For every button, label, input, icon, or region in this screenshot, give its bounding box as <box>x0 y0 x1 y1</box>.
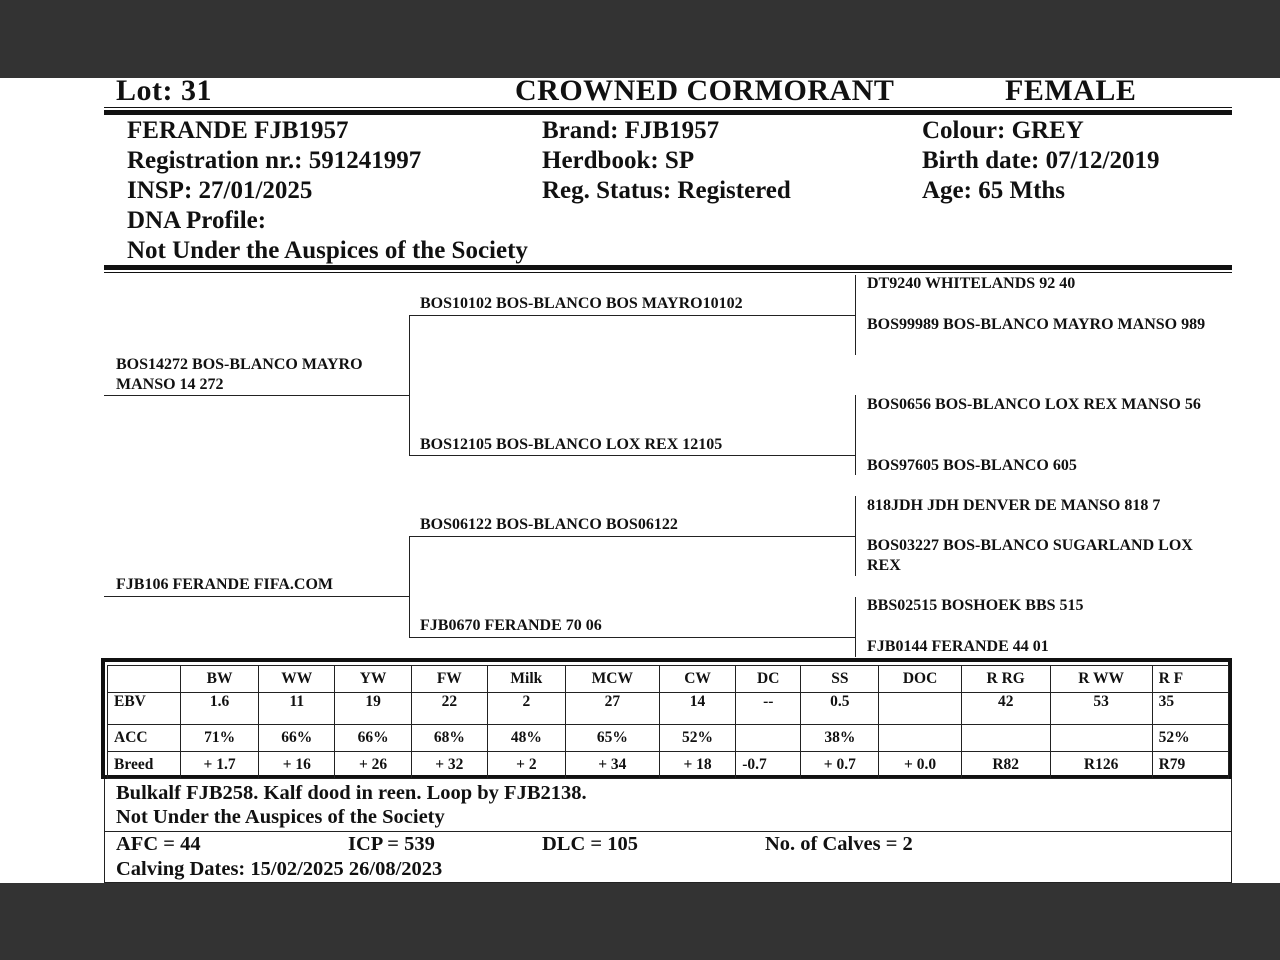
ebv-cell: 1.6 <box>181 693 259 725</box>
pedigree-sire: BOS14272 BOS-BLANCO MAYRO MANSO 14 272 <box>116 356 363 393</box>
ebv-row <box>108 752 1229 779</box>
ebv-cell: 52% <box>659 725 735 752</box>
ebv-cell: EBV <box>108 693 181 725</box>
ebv-cell: 14 <box>659 693 735 725</box>
ebv-header-cell: MCW <box>565 666 659 693</box>
title-rule-thin <box>104 107 1232 108</box>
dam-dam-line <box>409 637 855 638</box>
inspection-date: INSP: 27/01/2025 <box>127 177 313 204</box>
ebv-cell: R79 <box>1152 752 1228 779</box>
ebv-header-cell <box>108 666 181 693</box>
sire-line <box>104 395 409 396</box>
ebv-cell: 22 <box>411 693 487 725</box>
ebv-header-cell: CW <box>659 666 735 693</box>
ebv-cell: + 18 <box>659 752 735 779</box>
ebv-cell <box>1050 725 1152 752</box>
ebv-cell: 48% <box>487 725 565 752</box>
ebv-cell: Breed <box>108 752 181 779</box>
ebv-cell <box>879 725 961 752</box>
ebv-cell: 38% <box>801 725 879 752</box>
ebv-cell: 71% <box>181 725 259 752</box>
footer-divider <box>104 831 1232 832</box>
pedigree-dam-sire: BOS06122 BOS-BLANCO BOS06122 <box>420 516 678 533</box>
ebv-cell: + 1.7 <box>181 752 259 779</box>
ebv-cell: 0.5 <box>801 693 879 725</box>
brand: Brand: FJB1957 <box>542 117 720 144</box>
registration-status: Reg. Status: Registered <box>542 177 791 204</box>
ebv-table <box>107 665 1229 779</box>
ebv-row <box>108 693 1229 725</box>
title-rule-thick <box>104 110 1232 115</box>
ebv-cell: + 0.0 <box>879 752 961 779</box>
ebv-cell: R126 <box>1050 752 1152 779</box>
ebv-cell <box>961 725 1050 752</box>
ebv-cell: + 34 <box>565 752 659 779</box>
dam-dam-bracket <box>855 597 856 657</box>
auspices-note: Not Under the Auspices of the Society <box>127 237 528 264</box>
ebv-cell: 11 <box>259 693 335 725</box>
sire-dam-bracket <box>855 395 856 475</box>
ebv-cell: 2 <box>487 693 565 725</box>
ebv-cell: 66% <box>335 725 411 752</box>
pedigree-g3-4: BOS97605 BOS-BLANCO 605 <box>867 457 1077 474</box>
sire-sire-line <box>409 315 855 316</box>
pedigree-g3-7: BBS02515 BOSHOEK BBS 515 <box>867 597 1084 614</box>
registration-number: Registration nr.: 591241997 <box>127 147 422 174</box>
dam-line <box>104 596 409 597</box>
ebv-header-cell: SS <box>801 666 879 693</box>
ebv-cell: + 26 <box>335 752 411 779</box>
ebv-cell: 65% <box>565 725 659 752</box>
pedigree-g3-8: FJB0144 FERANDE 44 01 <box>867 638 1049 655</box>
pedigree-g3-6: BOS03227 BOS-BLANCO SUGARLAND LOX REX <box>867 537 1193 574</box>
comment-line-1: Bulkalf FJB258. Kalf dood in reen. Loop by FJB2138. <box>116 782 587 804</box>
ebv-cell: 27 <box>565 693 659 725</box>
birth-date: Birth date: 07/12/2019 <box>922 147 1160 174</box>
animal-name: FERANDE FJB1957 <box>127 117 349 144</box>
lot-number: Lot: 31 <box>116 78 212 107</box>
ebv-cell: + 2 <box>487 752 565 779</box>
animal-title: CROWNED CORMORANT <box>515 78 895 107</box>
ebv-cell: 42 <box>961 693 1050 725</box>
ebv-header-cell: BW <box>181 666 259 693</box>
ebv-header-cell: R F <box>1152 666 1228 693</box>
dam-sire-bracket <box>855 496 856 576</box>
ebv-cell: ACC <box>108 725 181 752</box>
pedigree-g3-1: DT9240 WHITELANDS 92 40 <box>867 275 1076 292</box>
pedigree-dam-dam: FJB0670 FERANDE 70 06 <box>420 617 602 634</box>
pedigree-sire-dam: BOS12105 BOS-BLANCO LOX REX 12105 <box>420 436 723 453</box>
icp-stat: ICP = 539 <box>348 833 435 855</box>
herdbook: Herdbook: SP <box>542 147 695 174</box>
details-rule-thin <box>104 272 1232 273</box>
pedigree-g3-3: BOS0656 BOS-BLANCO LOX REX MANSO 56 <box>867 396 1201 413</box>
pedigree-sire-sire: BOS10102 BOS-BLANCO BOS MAYRO10102 <box>420 295 743 312</box>
ebv-cell: 52% <box>1152 725 1228 752</box>
ebv-header-cell: R WW <box>1050 666 1152 693</box>
sex-label: FEMALE <box>1005 78 1137 107</box>
ebv-cell: 19 <box>335 693 411 725</box>
pedigree-g3-2: BOS99989 BOS-BLANCO MAYRO MANSO 989 <box>867 316 1206 333</box>
colour: Colour: GREY <box>922 117 1084 144</box>
ebv-header-cell: DC <box>736 666 801 693</box>
ebv-cell: 68% <box>411 725 487 752</box>
ebv-cell: 66% <box>259 725 335 752</box>
ebv-row <box>108 725 1229 752</box>
ebv-cell: 35 <box>1152 693 1228 725</box>
details-rule-thick <box>104 265 1232 270</box>
ebv-cell <box>879 693 961 725</box>
ebv-cell: + 0.7 <box>801 752 879 779</box>
ebv-header-cell: FW <box>411 666 487 693</box>
ebv-header-cell: DOC <box>879 666 961 693</box>
ebv-cell: + 32 <box>411 752 487 779</box>
calving-dates: Calving Dates: 15/02/2025 26/08/2023 <box>116 858 443 880</box>
pedigree-g3-5: 818JDH JDH DENVER DE MANSO 818 7 <box>867 497 1161 514</box>
catalogue-page <box>0 78 1280 883</box>
sire-sire-bracket <box>855 275 856 355</box>
pedigree-dam: FJB106 FERANDE FIFA.COM <box>116 576 334 593</box>
ebv-cell: R82 <box>961 752 1050 779</box>
calves-stat: No. of Calves = 2 <box>765 833 913 855</box>
dam-bracket <box>409 536 410 637</box>
ebv-header-cell: YW <box>335 666 411 693</box>
age: Age: 65 Mths <box>922 177 1066 204</box>
ebv-header-cell: WW <box>259 666 335 693</box>
ebv-header-row <box>108 666 1229 693</box>
sire-bracket <box>409 315 410 455</box>
ebv-cell: -0.7 <box>736 752 801 779</box>
ebv-cell <box>736 725 801 752</box>
sire-dam-line <box>409 455 855 456</box>
afc-stat: AFC = 44 <box>116 833 201 855</box>
ebv-cell: 53 <box>1050 693 1152 725</box>
comment-line-2: Not Under the Auspices of the Society <box>116 806 445 828</box>
dlc-stat: DLC = 105 <box>542 833 638 855</box>
ebv-cell: -- <box>736 693 801 725</box>
dna-profile: DNA Profile: <box>127 207 267 234</box>
ebv-header-cell: R RG <box>961 666 1050 693</box>
dam-sire-line <box>409 536 855 537</box>
ebv-cell: + 16 <box>259 752 335 779</box>
ebv-header-cell: Milk <box>487 666 565 693</box>
